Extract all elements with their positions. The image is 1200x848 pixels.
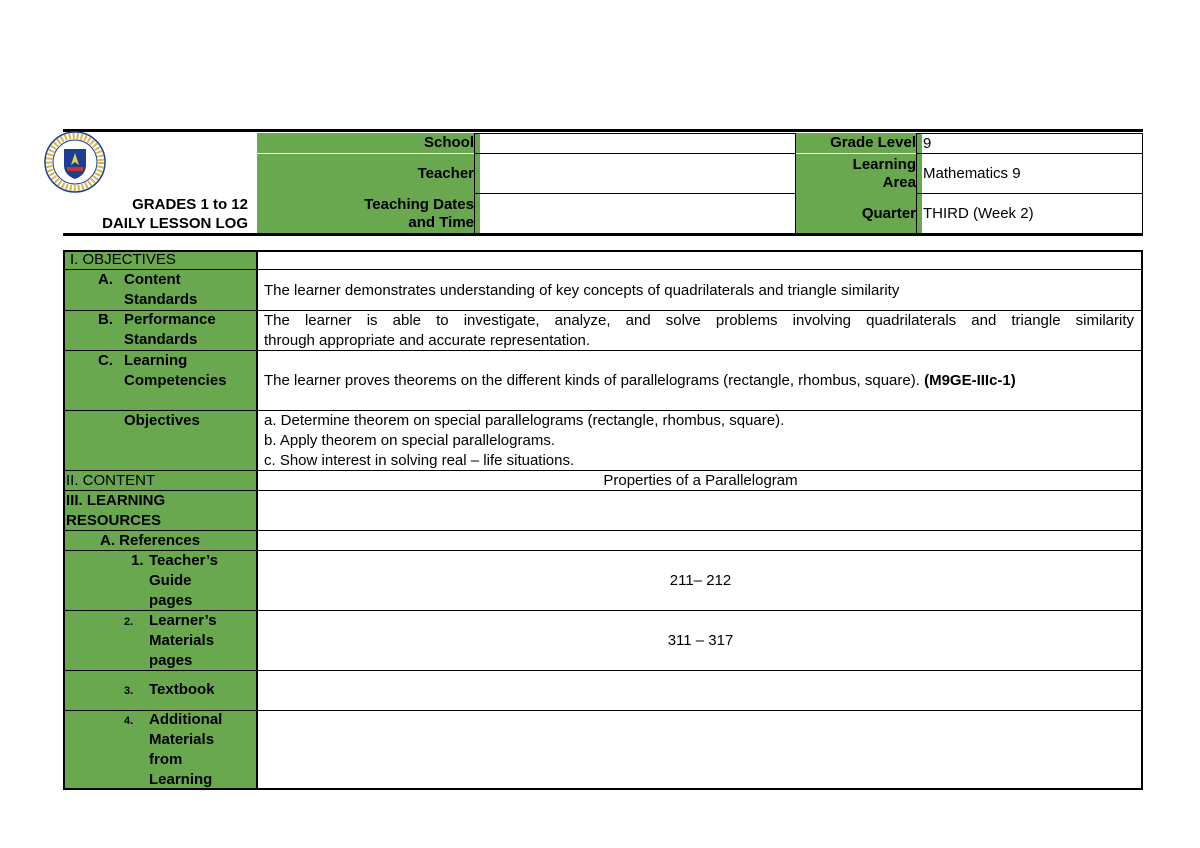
- column-divider: [256, 250, 258, 790]
- row-divider: [63, 670, 1143, 671]
- performance-standards-label: Performance Standards: [124, 311, 216, 348]
- title-line-1: GRADES 1 to 12: [132, 196, 248, 213]
- row-divider: [63, 550, 1143, 551]
- title-line-2: DAILY LESSON LOG: [102, 215, 248, 232]
- content-standards-label: Content Standards: [124, 271, 198, 308]
- objective-item: c. Show interest in solving real – life situations.: [264, 452, 575, 469]
- learning-resources-heading: III. LEARNING RESOURCES: [66, 492, 166, 529]
- learners-materials-label: Learner’s Materials pages: [149, 612, 217, 669]
- row-divider: [63, 530, 1143, 531]
- learning-competencies-letter: C.: [98, 352, 113, 369]
- content-standards-value: The learner demonstrates understanding of key concepts of quadrilaterals and triangle similarity: [264, 282, 900, 299]
- learning-area-label: Learning Area: [796, 154, 922, 194]
- teachers-guide-label: Teacher’s Guide pages: [149, 552, 218, 609]
- textbook-number: 3.: [124, 685, 134, 697]
- quarter-value: THIRD (Week 2): [916, 193, 1143, 234]
- learning-competencies-value: The learner proves theorems on the different kinds of parallelograms (rectangle, rhombus, square). (M9GE-IIIc-1): [264, 372, 1016, 389]
- learners-materials-number: 2.: [124, 616, 134, 628]
- teacher-field[interactable]: [474, 153, 796, 194]
- grade-level-value: 9: [916, 133, 1143, 154]
- objective-item: b. Apply theorem on special parallelograms.: [264, 432, 555, 449]
- header-top-rule: [63, 129, 1143, 132]
- teaching-dates-label: Teaching Dates and Time: [257, 194, 480, 233]
- performance-standards-value: The learner is able to investigate, analyze, and solve problems involving quadrilaterals and triangle similarity through appropriate and accurate representation.: [264, 312, 1134, 349]
- textbook-label: Textbook: [149, 681, 215, 698]
- teachers-guide-number: 1.: [131, 552, 144, 569]
- content-value: Properties of a Parallelogram: [603, 472, 798, 489]
- row-divider: [63, 269, 1143, 270]
- teaching-dates-field[interactable]: [474, 193, 796, 234]
- row-divider: [63, 710, 1143, 711]
- performance-standards-letter: B.: [98, 311, 113, 328]
- teachers-guide-value: 211– 212: [669, 572, 732, 589]
- learning-area-value: Mathematics 9: [916, 153, 1143, 194]
- learners-materials-value: 311 – 317: [667, 632, 734, 649]
- learning-competencies-label: Learning Competencies: [124, 352, 227, 389]
- additional-materials-number: 4.: [124, 715, 134, 727]
- objectives-heading: I. OBJECTIVES: [70, 251, 176, 268]
- grade-level-label: Grade Level: [796, 133, 922, 153]
- school-label: School: [257, 133, 480, 153]
- quarter-label: Quarter: [796, 194, 922, 233]
- objective-list: [264, 411, 1134, 471]
- row-divider: [63, 610, 1143, 611]
- objective-item: a. Determine theorem on special parallelograms (rectangle, rhombus, square).: [264, 412, 785, 429]
- content-heading: II. CONTENT: [66, 472, 156, 489]
- additional-materials-label: Additional Materials from Learning: [149, 711, 223, 788]
- school-field[interactable]: [474, 133, 796, 154]
- teacher-label: Teacher: [257, 154, 480, 194]
- competency-code: (M9GE-IIIc-1): [924, 372, 1016, 389]
- deped-seal-icon: [44, 131, 106, 193]
- header-title: [64, 195, 248, 233]
- references-label: A. References: [100, 532, 201, 549]
- objectives-sub-label: Objectives: [124, 412, 200, 429]
- content-standards-letter: A.: [98, 271, 113, 288]
